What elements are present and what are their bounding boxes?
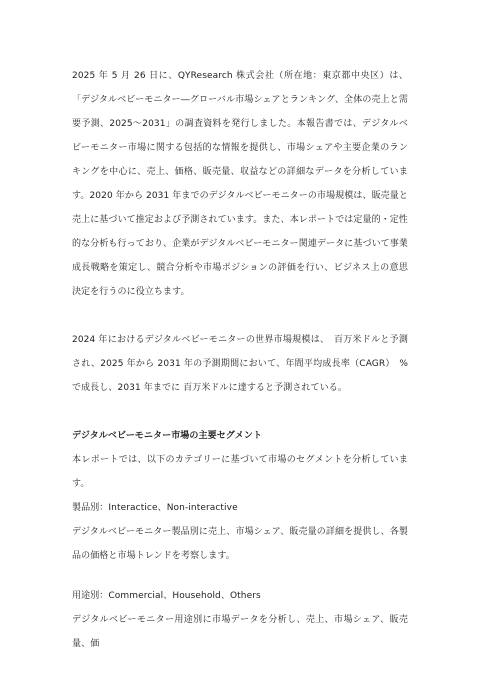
spacer — [72, 400, 408, 424]
application-segment-label: 用途別：Commercial、Household、Others — [72, 591, 261, 601]
section-intro: 本レポートでは、以下のカテゴリーに基づいて市場のセグメントを分析しています。 — [72, 455, 408, 489]
product-segment-description: デジタルベビーモニター製品別に売上、市場シェア、販売量の詳細を提供し、各製品の価格と市場トレンドを考察します。 — [72, 527, 408, 561]
product-segment-label: 製品別：Interactice、Non-interactive — [72, 503, 238, 513]
market-size-paragraph: 2024 年におけるデジタルベビーモニターの世界市場規模は、 百万米ドルと予測され、2025 年から 2031 年の予測期間において、年間平均成長率（CAGR） %で成長し、2031 年までに 百万米ドルに達すると予測されている。 — [72, 335, 408, 393]
section-heading: デジタルベビーモニター市場の主要セグメント — [72, 431, 263, 441]
intro-paragraph: 2025 年 5 月 26 日に、QYResearch 株式会社（所在地：東京都中央区）は、「デジタルベビーモニター―グローバル市場シェアとランキング、全体の売上と需要予測、2025～2031」の調査資料を発行しました。本報告書では、デジタルベビーモニター市場に関する包括的な情報を提供し、市場シェアや主要企業のランキングを中心に、売上、価格、販売量、収益などの詳細なデータを分析しています。2020 年から 2031 年までのデジタルベビーモニターの市場規模は、販売量と売上に基づいて推定および予測されています。また、本レポートでは定量的・定性的な分析も行っており、企業がデジタルベビーモニター関連データに基づいて事業成長戦略を策定し、競合分析や市場ポジションの評価を行い、ビジネス上の意思決定を行うのに役立ちます。 — [72, 71, 408, 297]
spacer — [72, 568, 408, 584]
spacer — [72, 304, 408, 328]
application-segment-description: デジタルベビーモニター用途別に市場データを分析し、売上、市場シェア、販売量、価 — [72, 615, 408, 649]
